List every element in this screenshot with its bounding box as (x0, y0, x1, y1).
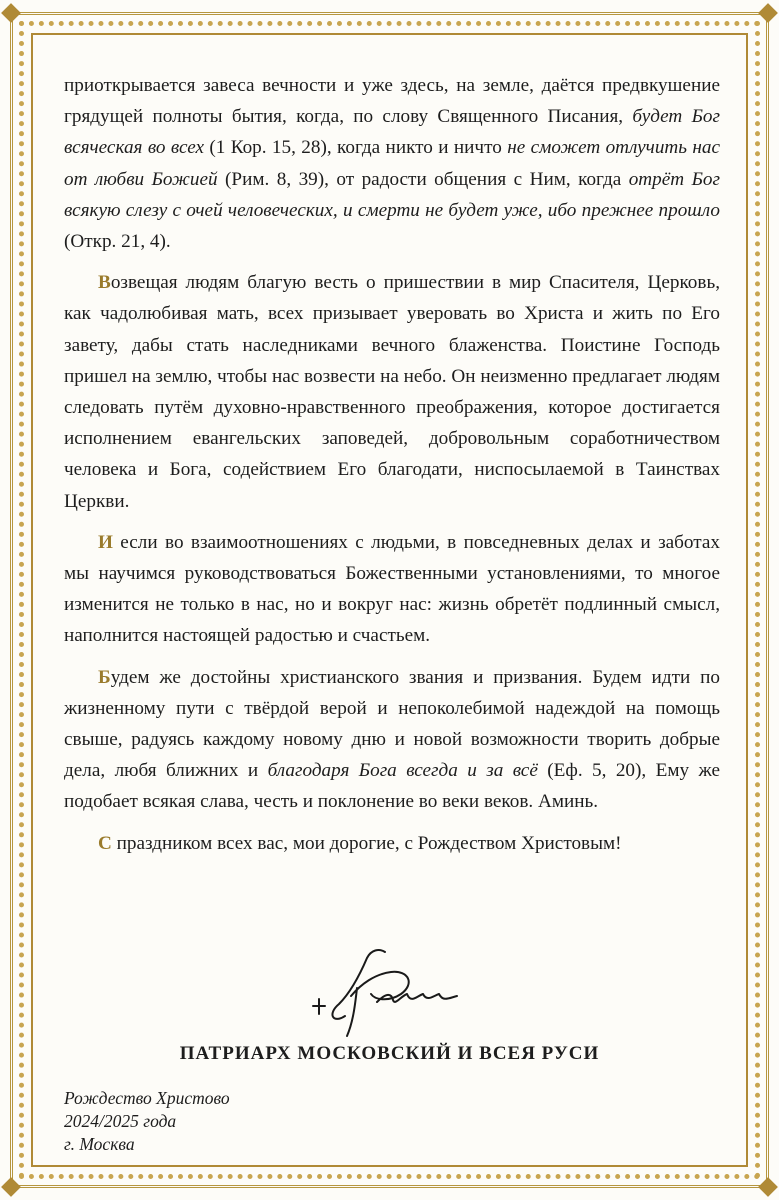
date-place-block (64, 1087, 230, 1156)
letter-body (64, 70, 720, 869)
paragraph-1 (64, 70, 720, 257)
border-corner-ornament (758, 3, 778, 23)
text-run: (Откр. 21, 4). (64, 231, 171, 253)
scripture-quote: будет Бог всяческая во всех (64, 106, 720, 159)
paragraph-3 (64, 527, 720, 652)
drop-cap: В (98, 272, 111, 294)
text-run: удем же достойны христианского звания и призвания. Будем идти по жизненному пути с твёрдой верой и непоколебимой надеждой на помощь свыше, радуясь каждому новому дню и новой возможности творить добрые дела, любя ближних и (64, 666, 720, 782)
border-corner-ornament (758, 1177, 778, 1197)
text-run: (1 Кор. 15, 28), когда никто и ничто (204, 137, 508, 159)
border-corner-ornament (1, 1177, 21, 1197)
border-corner-ornament (1, 3, 21, 23)
drop-cap: И (98, 531, 113, 553)
text-run: приоткрывается завеса вечности и уже здесь, на земле, даётся предвкушение грядущей полноты бытия, когда, по слову Священного Писания, (64, 75, 720, 128)
paragraph-5-greeting (64, 828, 720, 859)
date-line-feast: Рождество Христово (64, 1088, 230, 1108)
drop-cap: С (98, 832, 112, 854)
handwritten-signature (305, 944, 465, 1040)
scripture-quote: благодаря Бога всегда и за всё (267, 760, 538, 782)
scripture-quote: отрёт Бог всякую слезу с очей человеческих, и смерти не будет уже, ибо прежнее прошло (64, 168, 720, 221)
paragraph-2 (64, 267, 720, 517)
text-run: озвещая людям благую весть о пришествии в мир Спасителя, Церковь, как чадолюбивая мать, всех призывает уверовать во Христа и жить по Его завету, дабы стать наследниками вечного блаженства. Поистине Господь пришел на землю, чтобы нас возвести на небо. Он неизменно предлагает людям следовать путём духовно-нравственного преображения, которое достигается исполнением евангельских заповедей, добровольным соработничеством человека и Бога, содействием Его благодати, ниспосылаемой в Таинствах Церкви. (64, 272, 720, 512)
text-run: праздником всех вас, мои дорогие, с Рождеством Христовым! (111, 832, 622, 854)
text-run: (Еф. 5, 20), Ему же подобает всякая слава, честь и поклонение во веки веков. Аминь. (64, 760, 720, 813)
paragraph-4 (64, 662, 720, 818)
signature-title: ПАТРИАРХ МОСКОВСКИЙ И ВСЕЯ РУСИ (179, 1043, 600, 1064)
text-run: если во взаимоотношениях с людьми, в повседневных делах и заботах мы научимся руководствоваться Божественными установлениями, то многое изменится не только в нас, но и вокруг нас: жизнь обретёт подлинный смысл, наполнится настоящей радостью и счастьем. (64, 531, 720, 647)
date-line-place: г. Москва (64, 1134, 135, 1154)
date-line-year: 2024/2025 года (64, 1111, 177, 1131)
text-run: (Рим. 8, 39), от радости общения с Ним, когда (217, 168, 629, 190)
scripture-quote: не сможет отлучить нас от любви Божией (64, 137, 720, 190)
drop-cap: Б (98, 666, 111, 688)
